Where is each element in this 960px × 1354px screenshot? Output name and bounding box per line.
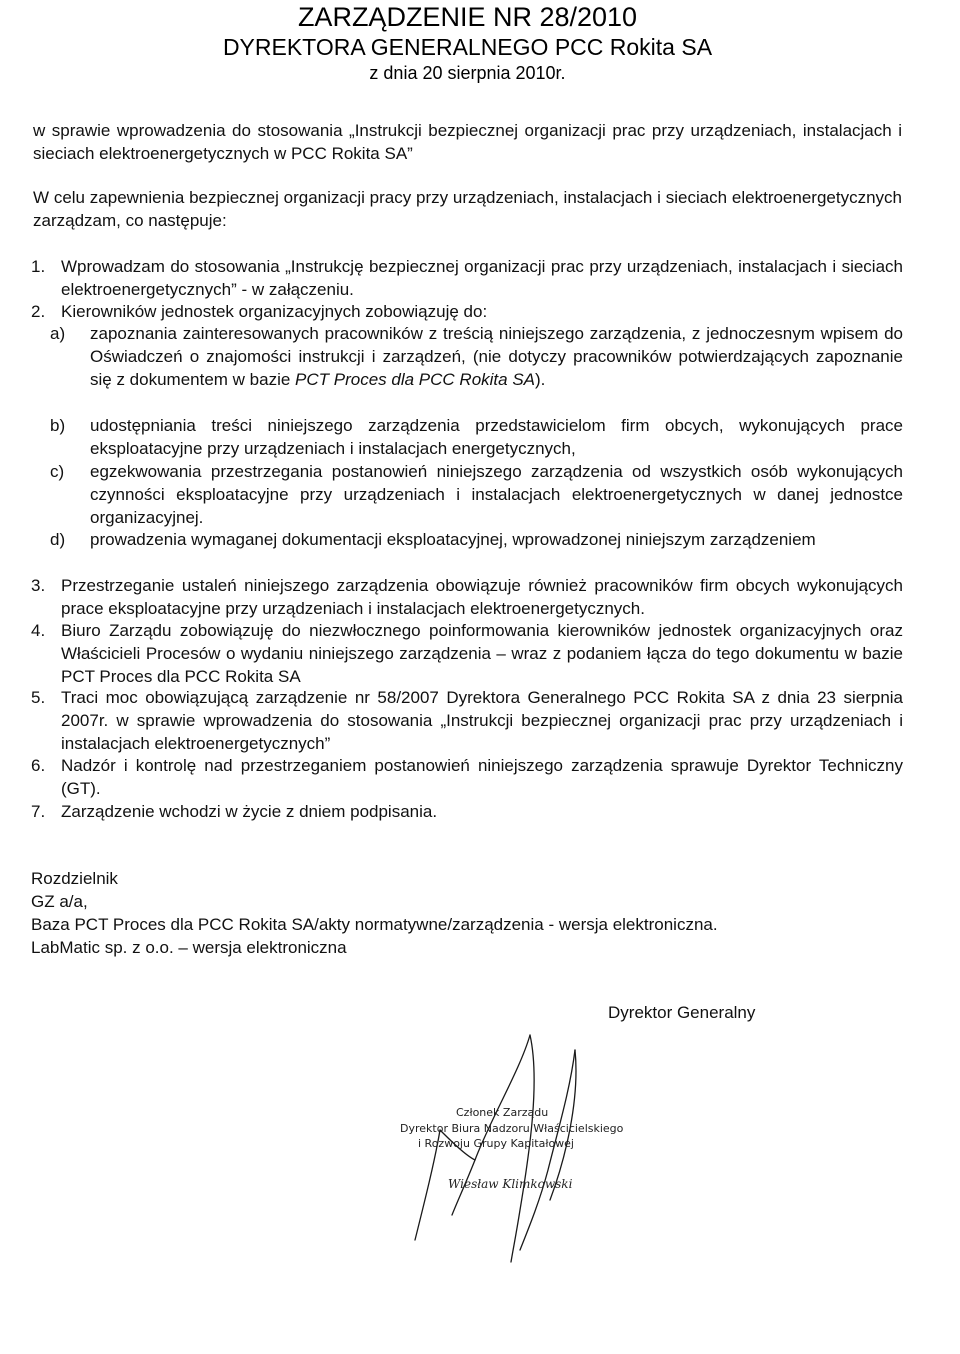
sub-item-text-tail: ). (535, 370, 546, 389)
stamp-line: Dyrektor Biura Nadzoru Właścicielskiego (400, 1122, 624, 1135)
sub-item-letter: d) (50, 530, 66, 549)
document-date: z dnia 20 sierpnia 2010r. (369, 63, 566, 83)
stamp-line: Członek Zarządu (456, 1106, 549, 1119)
item-text: Wprowadzam do stosowania „Instrukcję bezpiecznej organizacji prac przy urządzeniach, instalacjach i sieciach elektroenergetycznych” - w załączeniu. (61, 257, 903, 299)
item-number: 7. (31, 802, 46, 821)
item-text: Przestrzeganie ustaleń niniejszego zarządzenia obowiązuje również pracowników firm obcych wykonujących prace eksploatacyjne przy urządzeniach i instalacjach elektroenergetycznych. (61, 576, 903, 618)
stamp-line: i Rozwoju Grupy Kapitałowej (418, 1137, 574, 1150)
item-number: 1. (31, 257, 46, 276)
sub-item-letter: c) (50, 462, 65, 481)
signatory-role: Dyrektor Generalny (608, 1003, 756, 1022)
sub-item-text (90, 322, 903, 391)
sub-item-text: egzekwowania przestrzegania postanowień niniejszego zarządzenia od wszystkich osób wykonujących czynności eksploatacyjne przy urządzeniach i instalacjach elektroenergetycznych w danej jednostce organizacyjnej. (90, 462, 903, 527)
document-subject: w sprawie wprowadzenia do stosowania „Instrukcji bezpiecznej organizacji prac przy urządzeniach, instalacjach i sieciach elektroenergetycznych w PCC Rokita SA” (33, 121, 902, 163)
distribution-line: GZ a/a, (31, 892, 88, 911)
sub-item-letter: a) (50, 324, 66, 343)
item-text: Traci moc obowiązującą zarządzenie nr 58/2007 Dyrektora Generalnego PCC Rokita SA z dnia 23 sierpnia 2007r. w sprawie wprowadzenia do stosowania „Instrukcji bezpiecznej organizacji prac przy urządzeniach i instalacjach elektroenergetycznych” (61, 688, 903, 753)
item-number: 6. (31, 756, 46, 775)
sub-item-text: prowadzenia wymaganej dokumentacji eksploatacyjnej, wprowadzonej niniejszym zarządzeniem (90, 530, 816, 549)
item-number: 2. (31, 302, 46, 321)
item-text: Zarządzenie wchodzi w życie z dniem podpisania. (61, 802, 438, 821)
sub-item (50, 322, 903, 391)
list-item (31, 800, 903, 823)
document-issuer: DYREKTORA GENERALNEGO PCC Rokita SA (222, 34, 713, 60)
list-item (31, 754, 903, 800)
official-stamp (398, 1105, 658, 1215)
sub-item-text-main: zapoznania zainteresowanych pracowników z treścią niniejszego zarządzenia, z jednoczesnym wpisem do Oświadczeń o znajomości instrukcji i zarządzeń, (nie dotyczy pracowników potwierdzających zapoznanie się z dokumentem w bazie (90, 324, 903, 389)
sub-item-text: udostępniania treści niniejszego zarządzenia przedstawicielom firm obcych, wykonujących prace eksploatacyjne przy urządzeniach i instalacjach energetycznych, (90, 416, 903, 458)
item-text: Biuro Zarządu zobowiązuję do niezwłocznego poinformowania kierowników jednostek organizacyjnych oraz Właścicieli Procesów o wydaniu niniejszego zarządzenia – wraz z podaniem łącza do tego dokumentu w bazie PCT Proces dla PCC Rokita SA (61, 621, 903, 686)
list-item (31, 686, 903, 755)
item-number: 3. (31, 576, 46, 595)
item-text: Kierowników jednostek organizacyjnych zobowiązuję do: (61, 302, 488, 321)
sub-item-letter: b) (50, 416, 66, 435)
sub-item (50, 460, 903, 529)
distribution-line: LabMatic sp. z o.o. – wersja elektroniczna (31, 938, 347, 957)
sub-item-text-italic: PCT Proces dla PCC Rokita SA (295, 370, 536, 389)
stamp-signer-name: Wiesław Klimkowski (448, 1177, 573, 1191)
sub-item (50, 528, 903, 551)
document-intro: W celu zapewnienia bezpiecznej organizacji pracy przy urządzeniach, instalacjach i sieciach elektroenergetycznych zarządzam, co następuje: (33, 188, 902, 230)
document-title: ZARZĄDZENIE NR 28/2010 (297, 2, 638, 32)
item-number: 4. (31, 621, 46, 640)
list-item (31, 255, 903, 301)
distribution-line: Baza PCT Proces dla PCC Rokita SA/akty normatywne/zarządzenia - wersja elektroniczna. (31, 915, 718, 934)
distribution-heading: Rozdzielnik (31, 869, 118, 888)
sub-item (50, 414, 903, 460)
list-item (31, 619, 903, 688)
item-text: Nadzór i kontrolę nad przestrzeganiem postanowień niniejszego zarządzenia sprawuje Dyrektor Techniczny (GT). (61, 756, 903, 798)
list-item (31, 300, 903, 323)
list-item (31, 574, 903, 620)
item-number: 5. (31, 688, 46, 707)
